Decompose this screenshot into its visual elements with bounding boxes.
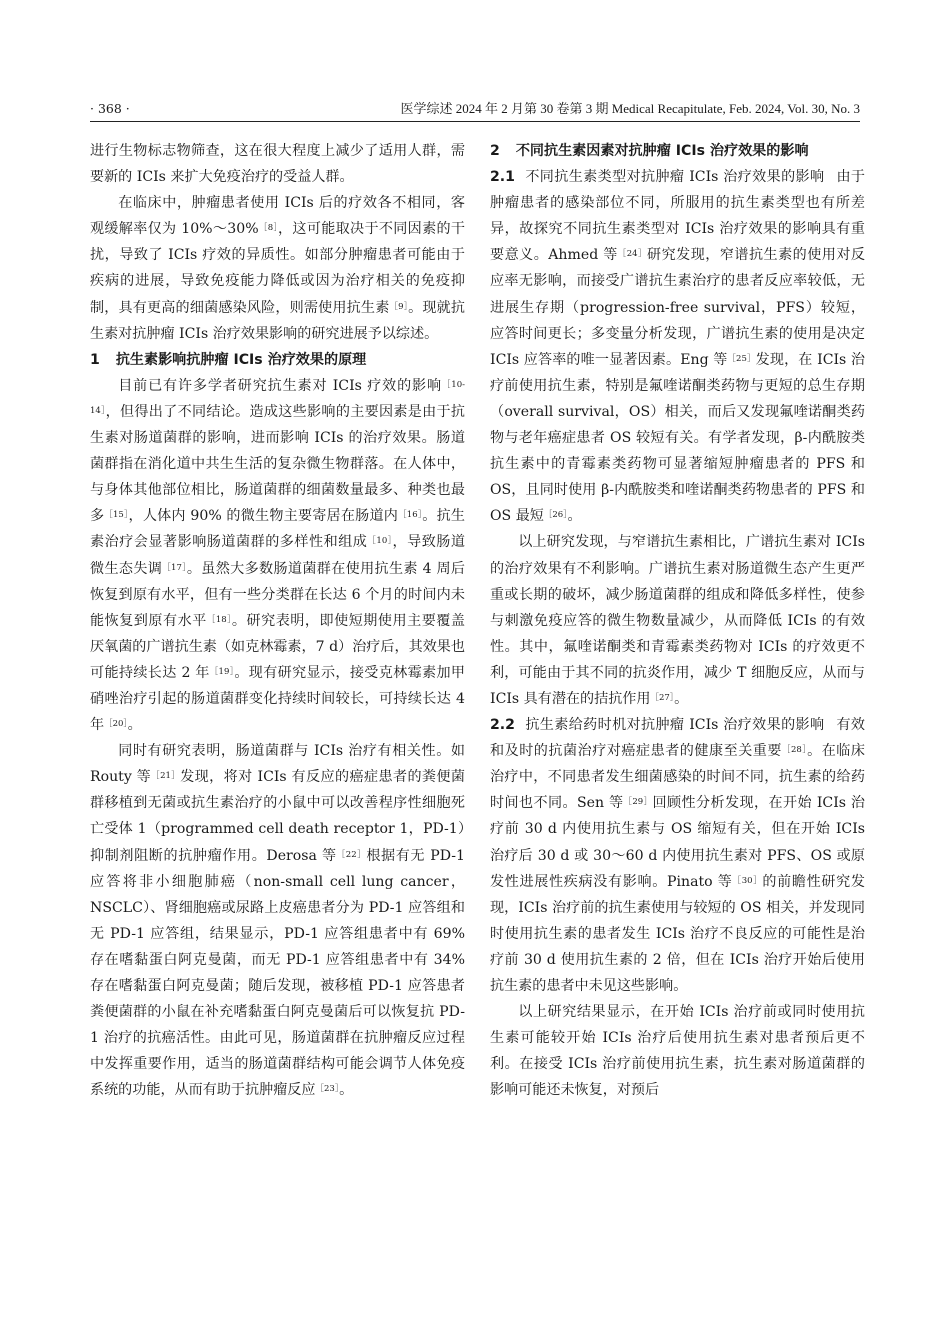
section-heading-1: 1 抗生素影响抗肿瘤 ICIs 治疗效果的原理 — [90, 351, 367, 368]
citation: ［30］ — [732, 875, 763, 886]
citation: ［18］ — [206, 614, 232, 625]
citation: ［27］ — [650, 692, 675, 703]
right-column — [490, 138, 865, 1103]
citation: ［10-14］ — [90, 379, 465, 416]
citation: ［17］ — [162, 562, 187, 573]
left-column — [90, 138, 465, 1103]
paragraph: 以上研究发现，与窄谱抗生素相比，广谱抗生素对 ICIs 的治疗效果有不利影响。广谱抗生素对肠道微生态产生更严重或长期的破坏，减少肠道菌群的组成和降低多样性，使参与刺激免疫应答的微生物数量减少，从而降低 ICIs 的有效性。其中，氟喹诺酮类和青霉素类药物对 ICIs 的疗效更不利，可能由于其不同的抗炎作用，减少 T 细胞反应，从而与 ICIs 具有潜在的拮抗作用$^{[27]}$。 — [490, 534, 865, 707]
running-header — [90, 98, 860, 120]
citation: ［21］ — [151, 771, 181, 782]
citation: ［24］ — [617, 249, 647, 260]
citation: ［25］ — [727, 353, 756, 364]
citation: ［23］ — [315, 1084, 340, 1095]
citation: ［20］ — [104, 719, 128, 730]
citation: ［9］ — [389, 301, 409, 312]
header-rule — [90, 121, 860, 122]
paragraph: 以上研究结果显示，在开始 ICIs 治疗前或同时使用抗生素可能较开始 ICIs 治疗后使用抗生素对患者预后更不利。在接受 ICIs 治疗前使用抗生素，抗生素对肠道菌群的影响可能还未恢复，对预后 — [490, 1004, 865, 1099]
subsection-2-1: 2.1 不同抗生素类型对抗肿瘤 ICIs 治疗效果的影响 由于肿瘤患者的感染部位不同，所服用的抗生素类型也有所差异，故探究不同抗生素类型对 ICIs 治疗效果的影响具有重要意义。Ahmed 等$^{[24]}$研究发现，窄谱抗生素的使用对反应率无影响，而接受广谱抗生素治疗的患者反应率较低，无进展生存期（progression-free survival，PFS）较短，应答时间更长；多变量分析发现，广谱抗生素的使用是决定 ICIs 应答率的唯一显著因素。Eng 等$^{[25]}$发现，在 ICIs 治疗前使用抗生素，特别是氟喹诺酮类药物与更短的总生存期（overall survival，OS）相关，而后又发现氟喹诺酮类药物与老年癌症患者 OS 较短有关。有学者发现，β-内酰胺类抗生素中的青霉素类药物可显著缩短肿瘤患者的 PFS 和 OS，且同时使用 β-内酰胺类和喹诺酮类药物患者的 PFS 和 OS 最短$^{[26]}$。 — [490, 169, 866, 525]
paragraph: 同时有研究表明，肠道菌群与 ICIs 治疗有相关性。如 Routy 等$^{[21]}$发现，将对 ICIs 有反应的癌症患者的粪便菌群移植到无菌或抗生素治疗的小鼠中可以改善程序性细胞死亡受体 1（programmed cell death receptor 1，PD-1）抑制剂阻断的抗肿瘤作用。Derosa 等$^{[22]}$根据有无 PD-1 应答将非小细胞肺癌（non-small cell lung cancer，NSCLC）、肾细胞癌或尿路上皮癌患者分为 PD-1 应答组和无 PD-1 应答组，结果显示，PD-1 应答组患者中有 69% 存在嗜黏蛋白阿克曼菌，而无 PD-1 应答组患者中有 34% 存在嗜黏蛋白阿克曼菌；随后发现，被移植 PD-1 应答患者粪便菌群的小鼠在补充嗜黏蛋白阿克曼菌后可以恢复抗 PD-1 治疗的抗癌活性。由此可见，肠道菌群在抗肿瘤反应过程中发挥重要作用，适当的肠道菌群结构可能会调节人体免疫系统的功能，从而有助于抗肿瘤反应$^{[23]}$。 — [90, 743, 466, 1099]
citation: ［16］ — [398, 510, 423, 521]
citation: ［29］ — [623, 797, 653, 808]
citation: ［26］ — [543, 510, 568, 521]
citation: ［8］ — [258, 223, 279, 234]
citation: ［10］ — [367, 536, 393, 547]
citation: ［19］ — [209, 666, 235, 677]
page-number: · 368 · — [90, 101, 130, 116]
journal-citation: 医学综述 2024 年 2 月第 30 卷第 3 期 Medical Recapitulate, Feb. 2024, Vol. 30, No. 3 — [400, 101, 860, 116]
citation: ［15］ — [104, 510, 129, 521]
citation: ［28］ — [782, 745, 808, 756]
paragraph: 在临床中，肿瘤患者使用 ICIs 后的疗效各不相同，客观缓解率仅为 10%～30%$^{[8]}$，这可能取决于不同因素的干扰，导致了 ICIs 疗效的异质性。如部分肿瘤患者可能由于疾病的进展，导致免疫能力降低或因为治疗相关的免疫抑制，具有更高的细菌感染风险，则需使用抗生素$^{[9]}$。现就抗生素对抗肿瘤 ICIs 治疗效果影响的研究进展予以综述。 — [90, 195, 466, 342]
section-heading-2: 2 不同抗生素因素对抗肿瘤 ICIs 治疗效果的影响 — [490, 143, 809, 159]
paragraph: 目前已有许多学者研究抗生素对 ICIs 疗效的影响$^{[10-14]}$，但得出了不同结论。造成这些影响的主要因素是由于抗生素对肠道菌群的影响，进而影响 ICIs 的治疗效果。肠道菌群指在消化道中共生生活的复杂微生物群落。在人体中，与身体其他部位相比，肠道菌群的细菌数量最多、种类也最多$^{[15]}$，人体内 90% 的微生物主要寄居在肠道内$^{[16]}$。抗生素治疗会显著影响肠道菌群的多样性和组成$^{[10]}$，导致肠道微生态失调$^{[17]}$。虽然大多数肠道菌群在使用抗生素 4 周后恢复到原有水平，但有一些分类群在长达 6 个月的时间内未能恢复到原有水平$^{[18]}$。研究表明，即使短期使用主要覆盖厌氧菌的广谱抗生素（如克林霉素，7 d）治疗后，其效果也可能持续长达 2 年$^{[19]}$。现有研究显示，接受克林霉素加甲硝唑治疗引起的肠道菌群变化持续时间较长，可持续长达 4 年$^{[20]}$。 — [90, 377, 466, 734]
subsection-2-2: 2.2 抗生素给药时机对抗肿瘤 ICIs 治疗效果的影响 有效和及时的抗菌治疗对癌症患者的健康至关重要$^{[28]}$。在临床治疗中，不同患者发生细菌感染的时间不同，抗生素的给药时间也不同。Sen 等$^{[29]}$回顾性分析发现，在开始 ICIs 治疗前 30 d 内使用抗生素与 OS 缩短有关，但在开始 ICIs 治疗后 30 d 或 30～60 d 内使用抗生素对 PFS、OS 或原发性进展性疾病没有影响。Pinato 等$^{[30]}$的前瞻性研究发现，ICIs 治疗前的抗生素使用与较短的 OS 相关，并发现同时使用抗生素的患者发生 ICIs 治疗不良反应的可能性是治疗前 30 d 使用抗生素的 2 倍，但在 ICIs 治疗开始后使用抗生素的患者中未见这些影响。 — [490, 717, 866, 994]
citation: ［22］ — [336, 849, 367, 860]
paragraph: 进行生物标志物筛查，这在很大程度上减少了适用人群，需要新的 ICIs 来扩大免疫治疗的受益人群。 — [90, 143, 465, 186]
